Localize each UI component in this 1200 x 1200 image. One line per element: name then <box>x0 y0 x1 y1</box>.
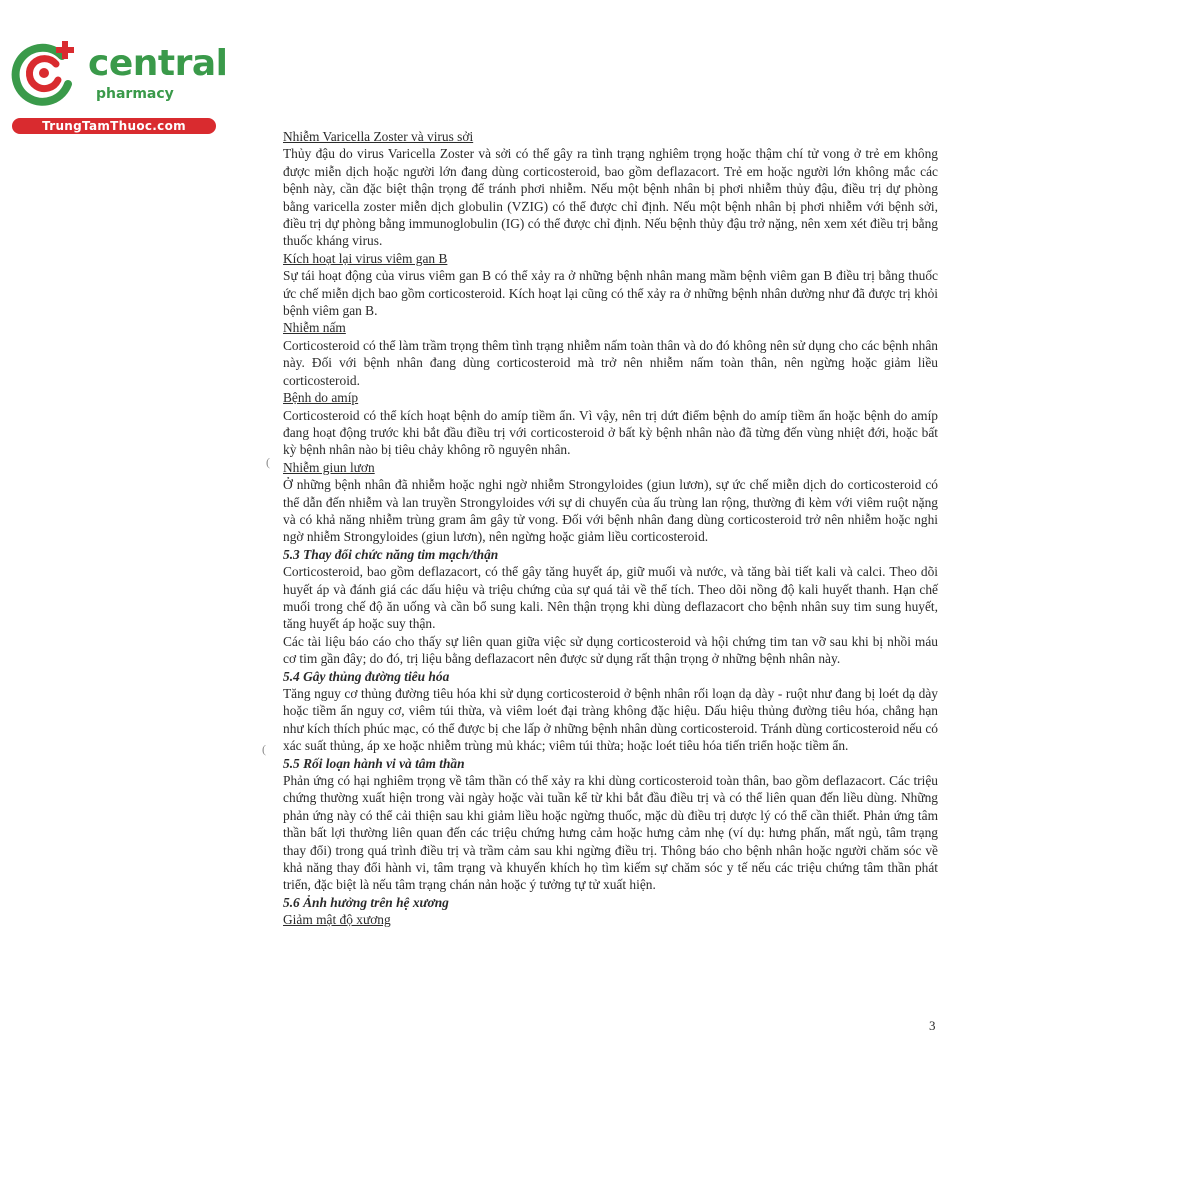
document-body <box>283 128 938 929</box>
subheading-strongyloides: Nhiễm giun lươn <box>283 459 375 475</box>
subheading-fungal: Nhiễm nấm <box>283 320 346 336</box>
paragraph-varicella: Thủy đậu do virus Varicella Zoster và sởi có thể gây ra tình trạng nghiêm trọng hoặc thậm chí tử vong ở trẻ em không được miễn dịch hoặc người lớn đang dùng corticosteroid, bao gồm deflazacort. Trẻ em hoặc người lớn không mắc các bệnh này, cần đặc biệt thận trọng để tránh phơi nhiễm. Nếu một bệnh nhân bị phơi nhiễm thủy đậu, điều trị dự phòng bằng varicella zoster miễn dịch globulin (VZIG) có thể được chỉ định. Nếu một bệnh nhân bị phơi nhiễm với bệnh sởi, điều trị dự phòng bằng immunoglobulin (IG) có thể được chỉ định. Nếu bệnh thủy đậu trở nặng, nên xem xét điều trị bằng thuốc kháng virus. <box>283 146 938 249</box>
scan-bracket-mark: ( <box>266 455 270 469</box>
paragraph-fungal: Corticosteroid có thể làm trầm trọng thêm tình trạng nhiễm nấm toàn thân và do đó không nên sử dụng cho các bệnh nhân này. Đối với bệnh nhân đang dùng corticosteroid mà trở nên nhiễm nấm toàn thân, nên ngừng hoặc giảm liều corticosteroid. <box>283 337 938 388</box>
logo-sub-text: pharmacy <box>96 86 174 102</box>
subheading-bone-density: Giảm mật độ xương <box>283 912 391 928</box>
section-heading-5-4: 5.4 Gây thủng đường tiêu hóa <box>283 668 450 684</box>
logo-website-banner: TrungTamThuoc.com <box>12 118 216 134</box>
paragraph-5-5: Phản ứng có hại nghiêm trọng về tâm thần có thể xảy ra khi dùng corticosteroid toàn thân, bao gồm deflazacort. Các triệu chứng thường xuất hiện trong vài ngày hoặc vài tuần kể từ khi bắt đầu điều trị và có thể liên quan đến liều dùng. Những phản ứng này có thể cải thiện sau khi giảm liều hoặc ngừng thuốc, mặc dù điều trị dược lý có thể cần thiết. Phản ứng tâm thần bất lợi thường liên quan đến các triệu chứng hưng cảm hoặc hưng cảm nhẹ (ví dụ: hưng phấn, mất ngủ, tâm trạng thay đổi) trong quá trình điều trị và trầm cảm sau khi ngừng điều trị. Thông báo cho bệnh nhân hoặc người chăm sóc về khả năng thay đổi hành vi, tâm trạng và khuyến khích họ tìm kiếm sự chăm sóc y tế nếu các triệu chứng tâm thần phát triển, đặc biệt là nếu tâm trạng chán nản hoặc ý tưởng tự tử xuất hiện. <box>283 773 938 893</box>
paragraph-5-3-b: Các tài liệu báo cáo cho thấy sự liên quan giữa việc sử dụng corticosteroid và hội chứng tim tan vỡ sau khi bị nhồi máu cơ tim gần đây; do đó, trị liệu bằng deflazacort nên được sử dụng rất thận trọng ở những bệnh nhân này. <box>283 633 938 667</box>
section-heading-5-5: 5.5 Rối loạn hành vi và tâm thần <box>283 755 465 771</box>
subheading-amoeba: Bệnh do amíp <box>283 390 359 406</box>
section-heading-5-6: 5.6 Ảnh hưởng trên hệ xương <box>283 894 449 910</box>
paragraph-hepatitis-b: Sự tái hoạt động của virus viêm gan B có thể xảy ra ở những bệnh nhân mang mầm bệnh viêm gan B điều trị bằng thuốc ức chế miễn dịch bao gồm corticosteroid. Kích hoạt lại cũng có thể xảy ra ở những bệnh nhân dường như đã được trị khỏi bệnh viêm gan B. <box>283 268 938 319</box>
subheading-varicella: Nhiễm Varicella Zoster và virus sởi <box>283 129 474 144</box>
paragraph-5-3-a: Corticosteroid, bao gồm deflazacort, có thể gây tăng huyết áp, giữ muối và nước, và tăng bài tiết kali và calci. Theo dõi huyết áp và đánh giá các dấu hiệu và triệu chứng của sự quá tải về thể tích. Theo dõi nồng độ kali huyết thanh. Hạn chế muối trong chế độ ăn uống và cần bổ sung kali. Nên thận trọng khi dùng deflazacort cho bệnh nhân suy tim sung huyết, tăng huyết áp hoặc suy thận. <box>283 564 938 632</box>
central-pharmacy-logo-icon <box>10 38 82 108</box>
central-pharmacy-logo <box>8 36 228 136</box>
section-heading-5-3: 5.3 Thay đổi chức năng tim mạch/thận <box>283 546 499 562</box>
paragraph-5-4: Tăng nguy cơ thủng đường tiêu hóa khi sử dụng corticosteroid ở bệnh nhân rối loạn dạ dày - ruột như đang bị loét dạ dày hoặc tiềm ẩn nguy cơ, viêm túi thừa, và viêm loét đại tràng không đặc hiệu. Dấu hiệu thủng đường tiêu hóa, chẳng hạn như kích thích phúc mạc, có thể được bị che lấp ở những bệnh nhân dùng corticosteroid. Tránh dùng corticosteroid nếu có xác suất thủng, áp xe hoặc nhiễm trùng mủ khác; viêm túi thừa; hoặc loét tiêu hóa tiến triển hoặc tiềm ẩn. <box>283 686 938 754</box>
page-number: 3 <box>929 1018 936 1033</box>
subheading-hepatitis-b: Kích hoạt lại virus viêm gan B <box>283 250 448 266</box>
logo-brand-text: central <box>88 43 228 84</box>
paragraph-strongyloides: Ở những bệnh nhân đã nhiễm hoặc nghi ngờ nhiễm Strongyloides (giun lươn), sự ức chế miễn dịch do corticosteroid có thể dẫn đến nhiễm và lan truyền Strongyloides với sự di chuyển của ấu trùng lan rộng, thường đi kèm với viêm ruột nặng và có khả năng nhiễm trùng gram âm gây tử vong. Đối với bệnh nhân đang dùng corticosteroid trở nên nhiễm hoặc nghi ngờ nhiễm Strongyloides (giun lươn), nên ngừng hoặc giảm liều corticosteroid. <box>283 477 938 545</box>
scan-bracket-mark: ( <box>262 742 266 756</box>
paragraph-amoeba: Corticosteroid có thể kích hoạt bệnh do amíp tiềm ẩn. Vì vậy, nên trị dứt điểm bệnh do amíp tiềm ẩn hoặc bệnh do amíp đang hoạt động trước khi bắt đầu điều trị với corticosteroid ở bất kỳ bệnh nhân nào đã từng đến vùng nhiệt đới, hoặc bất kỳ bệnh nhân nào bị tiêu chảy không rõ nguyên nhân. <box>283 407 938 458</box>
